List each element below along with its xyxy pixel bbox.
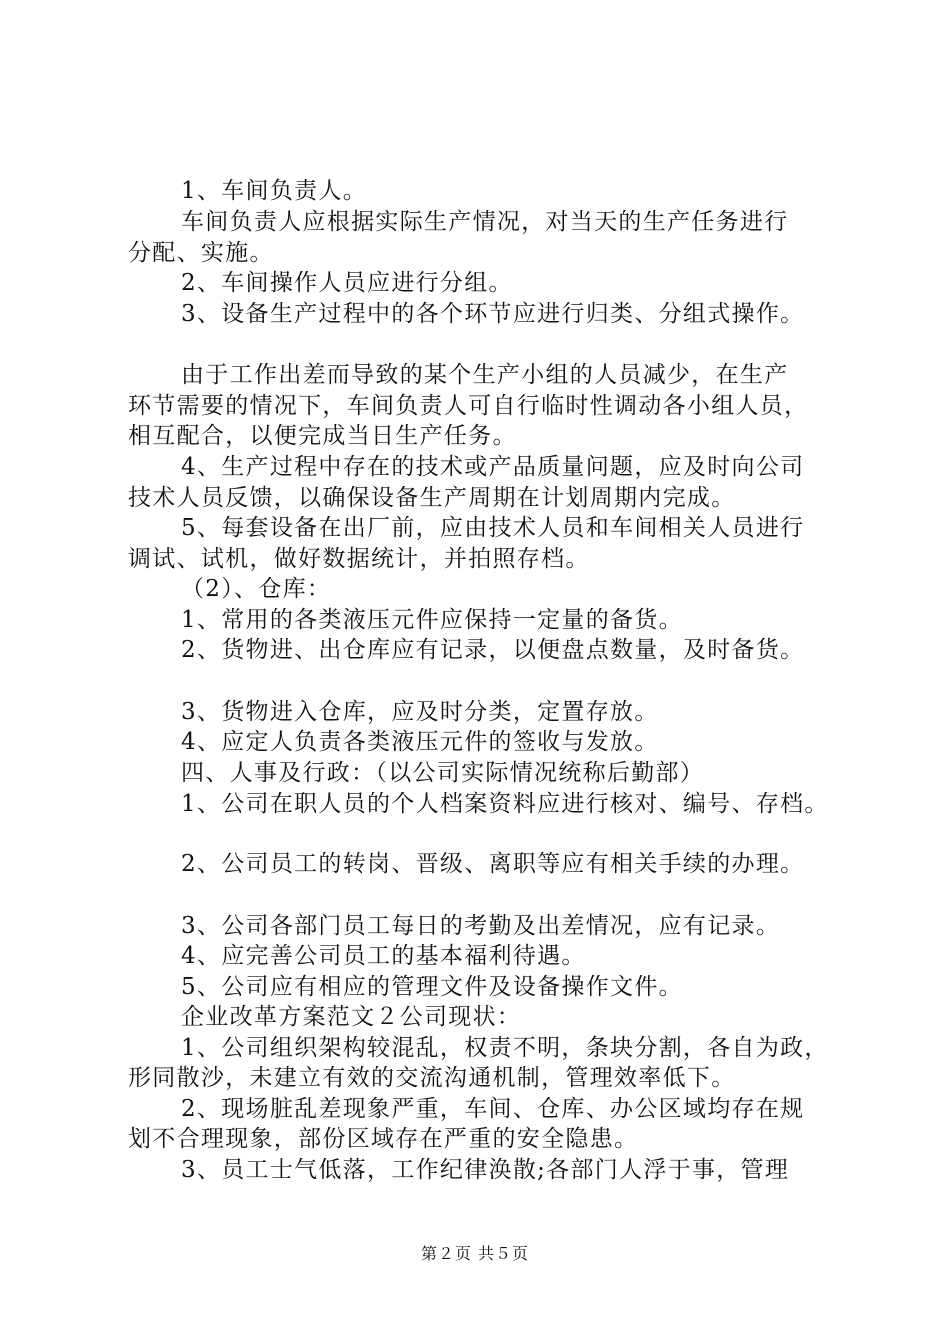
text-line: 相互配合，以便完成当日生产任务。: [128, 423, 517, 449]
text-line: 2、公司员工的转岗、晋级、离职等应有相关手续的办理。: [181, 851, 805, 877]
text-line: 环节需要的情况下，车间负责人可自行临时性调动各小组人员，: [128, 393, 809, 419]
text-line: 5、公司应有相应的管理文件及设备操作文件。: [181, 974, 683, 1000]
text-line: 4、生产过程中存在的技术或产品质量问题，应及时向公司: [181, 454, 805, 480]
text-line: 车间负责人应根据实际生产情况，对当天的生产任务进行: [181, 209, 789, 235]
text-line: 1、常用的各类液压元件应保持一定量的备货。: [181, 607, 683, 633]
section-heading: 四、人事及行政：（以公司实际情况统称后勤部）: [181, 760, 705, 786]
section-heading: （2）、仓库：: [181, 576, 332, 602]
text-line: 技术人员反馈，以确保设备生产周期在计划周期内完成。: [128, 485, 736, 511]
text-line: 2、货物进、出仓库应有记录，以便盘点数量，及时备货。: [181, 637, 805, 663]
text-line: 4、应定人负责各类液压元件的签收与发放。: [181, 729, 659, 755]
text-line: 由于工作出差而导致的某个生产小组的人员减少，在生产: [181, 362, 789, 388]
text-line: 3、公司各部门员工每日的考勤及出差情况，应有记录。: [181, 913, 781, 939]
text-line: 1、公司在职人员的个人档案资料应进行核对、编号、存档。: [181, 791, 829, 817]
text-line: 5、每套设备在出厂前，应由技术人员和车间相关人员进行: [181, 515, 805, 541]
text-line: 形同散沙，未建立有效的交流沟通机制，管理效率低下。: [128, 1065, 736, 1091]
text-line: 3、货物进入仓库，应及时分类，定置存放。: [181, 699, 659, 725]
text-line: 1、车间负责人。: [181, 178, 368, 204]
text-line: 2、现场脏乱差现象严重，车间、仓库、办公区域均存在规: [181, 1096, 805, 1122]
text-line: 3、设备生产过程中的各个环节应进行归类、分组式操作。: [181, 301, 805, 327]
text-line: 2、车间操作人员应进行分组。: [181, 270, 513, 296]
text-line: 分配、实施。: [128, 240, 274, 266]
section-heading: 企业改革方案范文２公司现状：: [181, 1004, 522, 1030]
text-line: 4、应完善公司员工的基本福利待遇。: [181, 943, 586, 969]
page-number-footer: 第２页 共５页: [420, 1244, 530, 1263]
text-line: 1、公司组织架构较混乱，权责不明，条块分割，各自为政，: [181, 1035, 829, 1061]
text-line: 3、员工士气低落，工作纪律涣散;各部门人浮于事，管理: [181, 1157, 790, 1183]
text-line: 划不合理现象，部份区域存在严重的安全隐患。: [128, 1126, 639, 1152]
text-line: 调试、试机，做好数据统计，并拍照存档。: [128, 546, 590, 572]
